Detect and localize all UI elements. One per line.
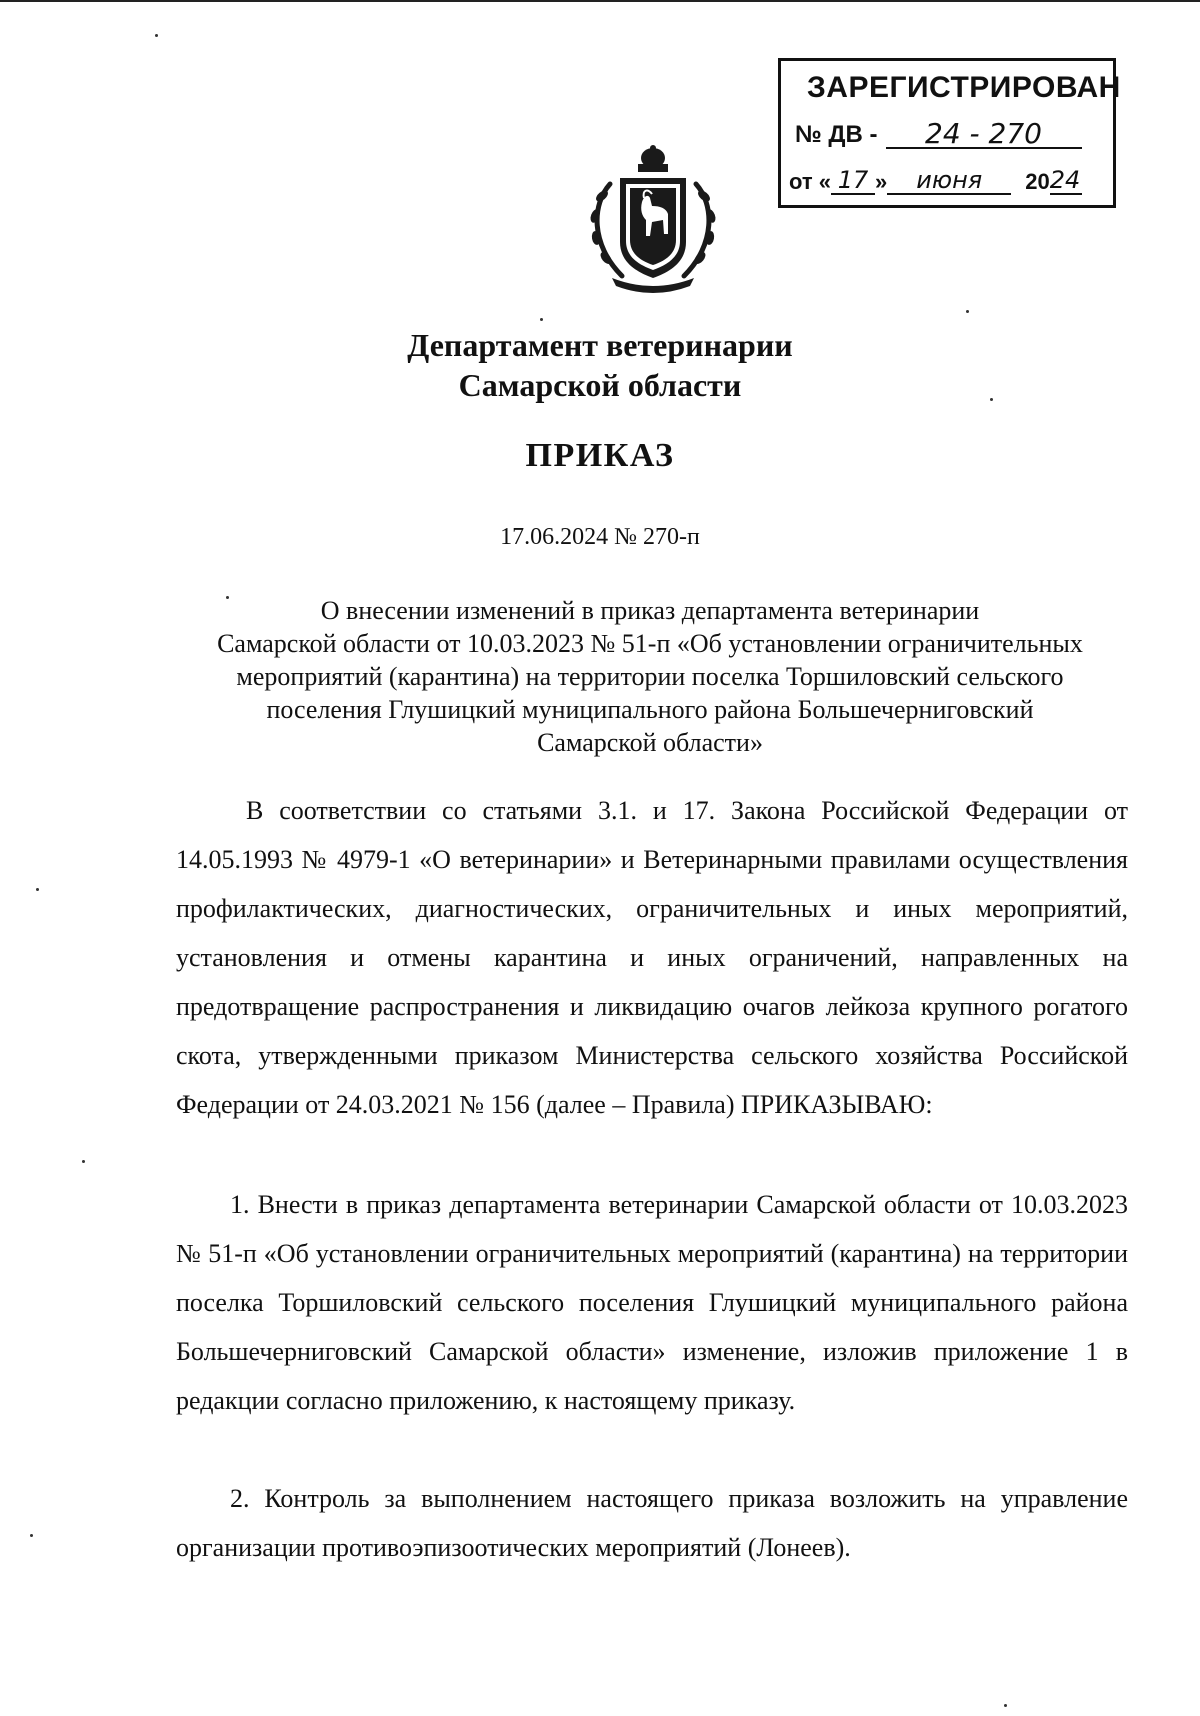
stamp-day-suffix: » (875, 169, 888, 194)
scan-speck (30, 1534, 33, 1537)
stamp-title: ЗАРЕГИСТРИРОВАН (807, 71, 1121, 104)
scan-top-edge (0, 0, 1200, 2)
department-name-line2: Самарской области (458, 367, 742, 403)
order-item-2: 2. Контроль за выполнением настоящего приказа возложить на управление организации противоэпизоотических мероприятий (Лонеев). (176, 1484, 1128, 1562)
stamp-month-handwritten: июня (887, 167, 1011, 195)
stamp-number-row (795, 117, 1082, 150)
stamp-year-prefix: 20 (1025, 169, 1050, 194)
scan-speck (540, 318, 543, 321)
scan-speck (155, 34, 158, 37)
stamp-date-row (789, 167, 1082, 195)
subject-line: мероприятий (карантина) на территории поселка Торшиловский сельского (236, 662, 1064, 691)
scan-speck (966, 310, 969, 313)
registration-stamp (778, 58, 1121, 208)
order-subject (170, 594, 1130, 759)
order-preamble: В соответствии со статьями 3.1. и 17. Закона Российской Федерации от 14.05.1993 № 4979-1 «О ветеринарии» и Ветеринарными правилами осуществления профилактических, диагностических, ограничительных и иных мероприятий, установления и отмены карантина и иных ограничений, направленных на предотвращение распространения и ликвидацию очагов лейкоза крупного рогатого скота, утвержденными приказом Министерства сельского хозяйства Российской Федерации от 24.03.2021 № 156 (далее – Правила) ПРИКАЗЫВАЮ: (176, 796, 1128, 1119)
scan-speck (82, 1160, 85, 1163)
samara-coat-of-arms-icon (582, 144, 724, 294)
stamp-date-prefix: от « (789, 169, 832, 194)
scan-speck (226, 596, 229, 599)
order-date-number: 17.06.2024 № 270-п (500, 524, 700, 550)
subject-line: Самарской области» (537, 728, 763, 757)
scan-speck (990, 398, 993, 401)
document-type: ПРИКАЗ (525, 437, 675, 474)
department-name-line1: Департамент ветеринарии (407, 327, 793, 363)
subject-line: Самарской области от 10.03.2023 № 51-п «Об установлении ограничительных (217, 629, 1083, 658)
stamp-year-handwritten: 24 (1049, 166, 1081, 194)
stamp-number-prefix: № ДВ - (795, 121, 878, 148)
subject-line: поселения Глушицкий муниципального района Большечерниговский (266, 695, 1034, 724)
scan-speck (1004, 1704, 1007, 1707)
stamp-day-handwritten: 17 (831, 167, 875, 195)
subject-line: О внесении изменений в приказ департамента ветеринарии (320, 596, 980, 625)
order-item-1: 1. Внести в приказ департамента ветеринарии Самарской области от 10.03.2023 № 51-п «Об установлении ограничительных мероприятий (карантина) на территории поселка Торшиловский сельского поселения Глушицкий муниципального района Большечерниговский Самарской области» изменение, изложив приложение 1 в редакции согласно приложению, к настоящему приказу. (176, 1190, 1128, 1415)
stamp-number-handwritten: 24 - 270 (886, 121, 1082, 149)
scan-speck (36, 888, 39, 891)
